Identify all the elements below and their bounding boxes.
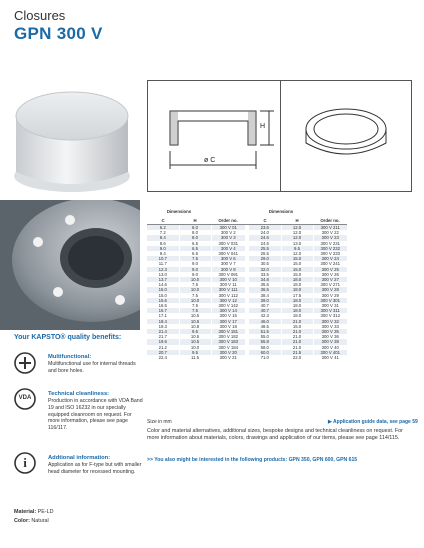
table-cell-order: 300 V 20 [211,350,245,355]
info-paragraph: Color and material alternatives, additional sizes, bespoke designs and technical cleanliness on request. For more information about materials, colors, drawings and application of our items, please see page 114/115. [147,428,403,441]
application-guide-link[interactable]: ▶ Application guide data, see page 59 [328,419,418,425]
table-cell-h: 10.5 [179,334,211,339]
table-cell-h: 18.0 [281,308,313,313]
table-cell-c: 17.1 [158,313,167,319]
table-cell-h: 6.5 [179,251,211,256]
table-cell-order: 300 V 2 [211,230,245,235]
color-value: Natural [31,518,49,524]
table-cell-c: 39.0 [249,298,281,303]
table-cell-c: 30.5 [260,261,269,267]
table-cell-order: 300 V 312 [313,313,347,318]
benefit-text-additional-information: Application as for F-type but with smaller head diameter for recessed mounting. [48,462,142,475]
table-cell-order: 300 V 142 [211,303,245,308]
table-cell-c: 18.4 [147,319,179,324]
table-cell-h: 18.0 [281,287,313,292]
table-cell-c: 20.7 [147,350,179,355]
table-cell-h: 18.0 [281,282,313,287]
table-cell-h: 21.0 [281,319,313,324]
table-cell-c: 12.3 [147,267,179,272]
table-cell-h: 15.0 [281,261,313,266]
table-cell-order: 300 V 232 [313,246,347,251]
table-cell-h: 7.5 [179,293,211,298]
benefit-title-additional-information: Addtional information: [48,455,111,461]
table-cell-h: 9.5 [281,246,313,251]
table-cell-h: 10.0 [179,298,211,303]
table-cell-c: 21.2 [158,344,167,350]
table-cell-c: 9.0 [147,246,179,251]
color-line [14,518,49,524]
table-cell-order: 300 V 031 [211,241,245,246]
table-cell-order: 300 V 301 [313,298,347,303]
table-cell-h: 17.5 [281,293,313,298]
material-line [14,509,54,515]
table-cell-h: 12.0 [281,251,313,256]
table-cell-c: 15.0 [147,287,179,292]
table-cell-h: 10.5 [179,313,211,318]
table-cell-c: 8.4 [147,235,179,240]
table-cell-order: 300 V 3 [211,235,245,240]
table-cell-order: 300 V 311 [313,308,347,313]
table-row [147,355,347,360]
table-cell-c: 48.5 [260,323,269,329]
col-header-c: C [147,217,179,225]
table-cell-order: 300 V 33 [313,324,347,329]
dimensions-group-header-right: Dimensions [268,209,294,214]
table-cell-order: 300 V 31 [313,303,347,308]
table-cell-c: 34.8 [249,277,281,282]
table-cell-c: 21.4 [147,329,179,334]
table-cell-c: 29.0 [249,256,281,261]
table-cell-h: 21.0 [281,329,313,334]
table-cell-order: 300 V 241 [313,261,347,266]
table-cell-order: 300 V 41 [313,355,347,360]
table-cell-c: 24.5 [260,240,269,246]
table-cell-h: 7.5 [179,256,211,261]
table-cell-h: 21.0 [281,345,313,350]
benefits-title: Your KAPSTO® quality benefits: [14,334,122,341]
table-cell-c: 13.0 [158,271,167,277]
table-cell-c: 16.5 [158,303,167,309]
table-cell-c: 35.5 [260,282,269,288]
table-cell-h: 10.5 [179,339,211,344]
table-cell-order: 300 V 32 [313,319,347,324]
table-cell-c: 6.2 [147,225,179,231]
table-cell-order: 300 V 01 [211,225,245,231]
table-cell-order: 300 V 11 [211,282,245,287]
table-cell-order: 300 V 184 [211,345,245,350]
table-cell-c: 14.6 [158,282,167,288]
table-cell-h: 12.0 [281,230,313,235]
vda-icon-text: VDA [18,395,32,401]
table-cell-c: 11.7 [158,261,167,267]
table-cell-h: 10.0 [179,277,211,282]
table-cell-h: 10.5 [179,319,211,324]
table-cell-h: 9.0 [179,267,211,272]
size-note: Size in mm [147,419,172,425]
table-cell-h: 7.5 [179,303,211,308]
table-cell-h: 6.5 [179,241,211,246]
table-cell-h: 22.0 [281,355,313,360]
table-cell-order: 300 V 091 [211,272,245,277]
table-cell-order: 300 V 15 [211,313,245,318]
table-cell-order: 300 V 17 [211,319,245,324]
table-cell-h: 18.0 [281,303,313,308]
benefit-title-technical-cleanliness: Technical cleanliness: [48,391,110,397]
benefit-text-multifunctional: Multifunctional use for internal threads and bore holes. [48,361,136,374]
table-cell-h: 11.5 [179,355,211,360]
table-cell-c: 71.0 [260,355,269,361]
table-cell-order: 300 V 14 [211,308,245,313]
table-cell-order: 300 V 112 [211,293,245,298]
table-cell-order: 300 V 36 [313,334,347,339]
table-cell-c: 55.8 [249,339,281,344]
dimension-c-label: ø C [204,157,216,164]
col-header-order-no: Order no. [211,217,245,225]
table-cell-c: 19.6 [147,339,179,344]
benefit-text-technical-cleanliness: Production in accordance with VDA Band 19 and ISO 16232 in our specially equipped cleanroom on request. For more information, please see page 116/117. [48,398,143,432]
table-cell-h: 9.5 [179,350,211,355]
table-cell-c: 19.3 [158,323,167,329]
table-cell-order: 300 V 27 [313,277,347,282]
table-cell-h: 15.0 [281,256,313,261]
table-cell-c: 42.3 [260,313,269,319]
table-cell-order: 300 V 25 [313,267,347,272]
table-cell-order: 300 V 24 [313,256,347,261]
table-cell-order: 300 V 231 [313,241,347,246]
table-cell-order: 300 V 6 [211,256,245,261]
product-title: GPN 300 V [14,24,103,43]
table-cell-c: 24.0 [260,230,269,236]
table-cell-order: 300 V 12 [211,298,245,303]
table-cell-c: 13.7 [147,277,179,282]
dimension-h-label: H [260,123,266,130]
dimensions-table-body [147,225,347,361]
table-cell-c: 9.4 [159,251,166,257]
dimensions-group-header-left: Dimensions [166,209,192,214]
table-cell-h: 8.0 [179,230,211,235]
table-cell-order: 300 V 233 [313,251,347,256]
table-cell-c: 10.7 [147,256,179,261]
table-cell-h: 18.0 [281,277,313,282]
table-cell-c: 23.6 [249,225,281,231]
table-cell-h: 12.0 [281,225,313,231]
table-cell-h: 8.0 [179,235,211,240]
related-products[interactable]: >> You also might be interested in the following products: GPN 350, GPN 600, GPN 615 [147,457,358,463]
table-cell-order: 300 V 181 [211,329,245,334]
application-photo [0,200,140,330]
table-cell-order: 300 V 40 [313,345,347,350]
table-cell-h: 10.0 [179,287,211,292]
table-cell-h: 13.0 [281,241,313,246]
table-cell-c: 16.7 [147,308,179,313]
table-cell-c: 58.0 [260,344,269,350]
table-cell-c: 60.0 [249,350,281,355]
material-label: Material: [14,509,37,515]
table-cell-c: 7.2 [159,230,166,236]
table-cell-order: 300 V 35 [313,329,347,334]
table-cell-h: 9.5 [179,329,211,334]
table-cell-order: 300 V 23 [313,235,347,240]
table-cell-order: 300 V 10 [211,277,245,282]
table-cell-h: 9.0 [179,261,211,266]
closure-cap-photo [10,60,135,195]
table-cell-h: 15.0 [281,324,313,329]
table-cell-c: 40.7 [260,303,269,309]
col-header-order-no: Order no. [313,217,347,225]
table-cell-order: 300 V 271 [313,282,347,287]
table-cell-order: 300 V 28 [313,287,347,292]
table-cell-order: 300 V 211 [313,225,347,231]
table-cell-h: 21.0 [281,334,313,339]
table-cell-h: 10.0 [179,345,211,350]
table-cell-c: 55.0 [260,334,269,340]
table-cell-h: 7.5 [179,308,211,313]
table-cell-h: 18.0 [281,313,313,318]
table-cell-order: 300 V 4 [211,246,245,251]
table-cell-h: 7.5 [179,282,211,287]
table-cell-order: 300 V 7 [211,261,245,266]
table-cell-c: 40.7 [249,308,281,313]
table-cell-c: 36.5 [249,287,281,292]
table-cell-order: 300 V 041 [211,251,245,256]
table-cell-c: 46.0 [249,319,281,324]
table-cell-c: 15.0 [158,292,167,298]
col-header-h: H [179,217,211,225]
table-cell-h: 6.5 [179,246,211,251]
table-cell-c: 32.0 [249,267,281,272]
table-cell-order: 300 V 182 [211,334,245,339]
dimensions-table [147,207,347,360]
table-cell-order: 300 V 8 [211,267,245,272]
table-cell-order: 300 V 38 [313,339,347,344]
table-cell-order: 300 V 183 [211,339,245,344]
material-value: PE-LD [37,509,54,515]
table-cell-h: 21.0 [281,339,313,344]
table-cell-h: 10.8 [179,324,211,329]
info-icon-text: i [23,455,27,470]
benefit-title-multifunctional: Multifunctional: [48,354,92,360]
col-header-c: C [249,217,281,225]
table-cell-h: 15.0 [281,272,313,277]
table-cell-c: 22.4 [158,355,167,361]
info-icon [14,452,36,474]
table-cell-h: 15.0 [281,267,313,272]
table-cell-order: 300 V 29 [313,293,347,298]
table-cell-c: 21.7 [158,334,167,340]
table-cell-order: 300 V 111 [211,287,245,292]
table-cell-c: 8.6 [159,240,166,246]
color-label: Color: [14,518,30,524]
table-cell-h: 8.0 [179,225,211,231]
table-cell-order: 300 V 21 [211,355,245,360]
category-title: Closures [14,8,66,23]
table-cell-c: 33.5 [260,271,269,277]
table-cell-order: 300 V 26 [313,272,347,277]
table-cell-order: 300 V 18 [211,324,245,329]
table-cell-c: 38.4 [260,292,269,298]
multifunction-icon [14,352,36,374]
table-cell-c: 26.5 [260,251,269,257]
table-cell-order: 300 V 401 [313,350,347,355]
technical-drawing [147,80,412,192]
table-cell-c: 51.5 [249,329,281,334]
col-header-h: H [281,217,313,225]
table-cell-h: 9.0 [179,272,211,277]
table-cell-h: 12.0 [281,235,313,240]
table-cell-h: 18.0 [281,298,313,303]
vda-icon [14,388,36,410]
table-cell-c: 24.6 [249,235,281,240]
table-cell-order: 300 V 22 [313,230,347,235]
table-cell-c: 25.5 [249,246,281,251]
table-cell-h: 21.5 [281,350,313,355]
table-cell-c: 15.6 [147,298,179,303]
